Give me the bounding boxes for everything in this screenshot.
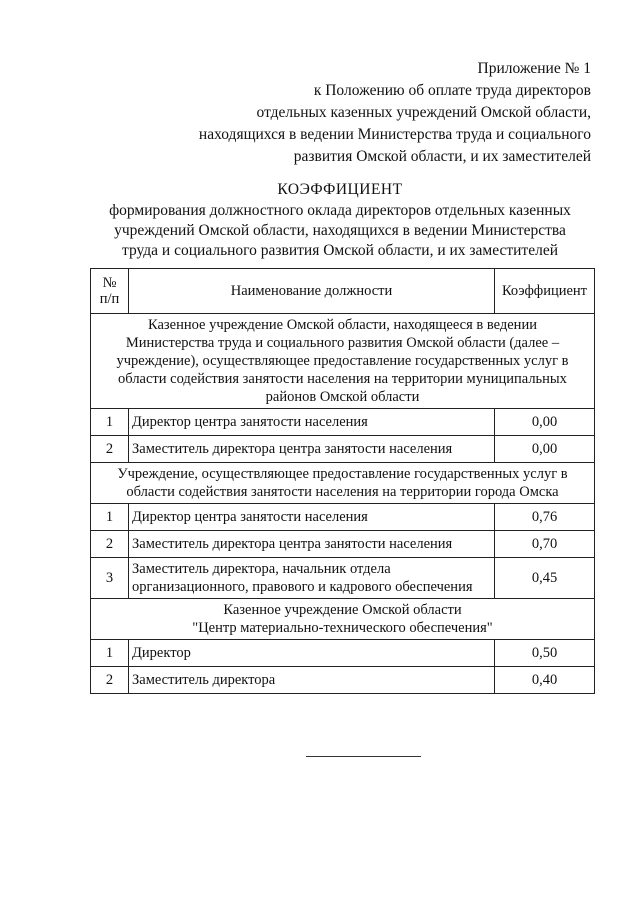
coefficient-table <box>90 268 595 694</box>
row-number: 2 <box>91 531 129 558</box>
table-row <box>91 436 595 463</box>
table-row <box>91 504 595 531</box>
position-name-line: Заместитель директора <box>132 672 276 688</box>
coefficient-value: 0,50 <box>495 640 595 667</box>
section-row <box>91 599 595 640</box>
appendix-line: Приложение № 1 <box>477 60 591 77</box>
section-title-line: "Центр материально-технического обеспечения" <box>192 620 493 636</box>
position-name <box>129 409 495 436</box>
section-title-line: Казенное учреждение Омской области <box>223 602 462 618</box>
table-row <box>91 531 595 558</box>
position-name <box>129 667 495 694</box>
header-number-line: № <box>102 275 117 291</box>
appendix-line: к Положению об оплате труда директоров <box>313 82 591 99</box>
section-row <box>91 463 595 504</box>
section-title-line: области содействия занятости населения на территории муниципальных <box>118 371 567 387</box>
header-number-line: п/п <box>99 291 120 307</box>
position-name <box>129 640 495 667</box>
title-main: КОЭФФИЦИЕНТ <box>277 181 403 198</box>
table-row <box>91 558 595 599</box>
header-coefficient: Коэффициент <box>495 269 595 314</box>
position-name-line: Заместитель директора центра занятости населения <box>132 441 453 457</box>
section-title-line: Учреждение, осуществляющее предоставление государственных услуг в <box>117 466 568 482</box>
appendix-line: находящихся в ведении Министерства труда и социального <box>198 126 591 143</box>
closing-divider-line <box>306 756 421 757</box>
section-title-line: Казенное учреждение Омской области, находящееся в ведении <box>148 317 537 333</box>
header-number <box>91 269 129 314</box>
section-title <box>91 314 595 409</box>
row-number: 1 <box>91 504 129 531</box>
appendix-header <box>171 58 591 168</box>
position-name <box>129 531 495 558</box>
appendix-line: отдельных казенных учреждений Омской области, <box>256 104 591 121</box>
coefficient-value: 0,76 <box>495 504 595 531</box>
row-number: 1 <box>91 409 129 436</box>
table-row <box>91 409 595 436</box>
position-name-line: Заместитель директора, начальник отдела <box>132 561 391 577</box>
section-title <box>91 599 595 640</box>
coefficient-value: 0,40 <box>495 667 595 694</box>
title-line: учреждений Омской области, находящихся в ведении Министерства <box>114 222 566 239</box>
appendix-line: развития Омской области, и их заместителей <box>293 148 591 165</box>
position-name-line: Директор центра занятости населения <box>132 509 368 525</box>
coefficient-value: 0,45 <box>495 558 595 599</box>
table-row <box>91 667 595 694</box>
position-name-line: организационного, правового и кадрового обеспечения <box>132 579 473 595</box>
header-position-name: Наименование должности <box>129 269 495 314</box>
section-title-line: учреждение), осуществляющее предоставление государственных услуг в <box>116 353 569 369</box>
table-row <box>91 640 595 667</box>
section-title-line: области содействия занятости населения на территории города Омска <box>126 484 559 500</box>
section-row <box>91 314 595 409</box>
coefficient-value: 0,00 <box>495 409 595 436</box>
position-name-line: Директор <box>132 645 191 661</box>
row-number: 3 <box>91 558 129 599</box>
section-title-line: районов Омской области <box>265 389 420 405</box>
coefficient-value: 0,00 <box>495 436 595 463</box>
position-name-line: Директор центра занятости населения <box>132 414 368 430</box>
position-name-line: Заместитель директора центра занятости населения <box>132 536 453 552</box>
section-title-line: Министерства труда и социального развития Омской области (далее – <box>125 335 560 351</box>
position-name <box>129 504 495 531</box>
table-header-row <box>91 269 595 314</box>
position-name <box>129 558 495 599</box>
coefficient-value: 0,70 <box>495 531 595 558</box>
document-title <box>90 180 590 261</box>
row-number: 1 <box>91 640 129 667</box>
title-line: формирования должностного оклада директоров отдельных казенных <box>109 202 571 219</box>
row-number: 2 <box>91 667 129 694</box>
row-number: 2 <box>91 436 129 463</box>
title-line: труда и социального развития Омской области, и их заместителей <box>122 242 558 259</box>
position-name <box>129 436 495 463</box>
section-title <box>91 463 595 504</box>
